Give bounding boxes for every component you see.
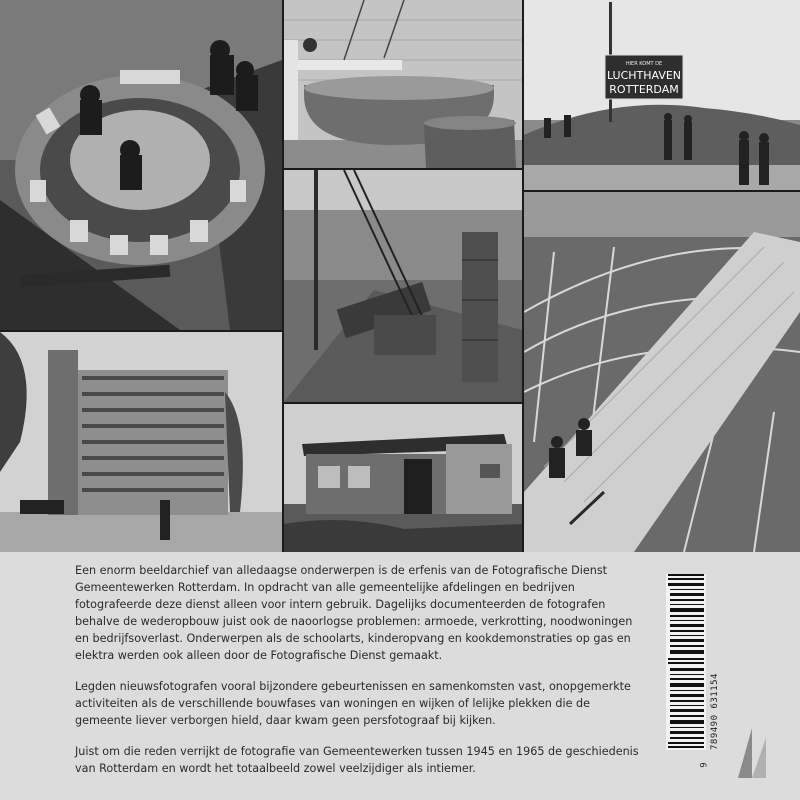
photo-bathhouse	[284, 0, 522, 168]
photo-makeshift-house	[284, 404, 522, 552]
barcode-lead-digit: 9	[699, 762, 710, 768]
back-cover-text	[75, 562, 645, 791]
photo-airport-sign	[524, 0, 800, 190]
paragraph-2: Legden nieuwsfotografen vooral bijzondere gebeurtenissen en samenkomsten vast, onopgemerkte activiteiten als de verschillende bouwfases van woningen en wijken of lelijke plekken die de gemeente liever verborgen hield, daar kwam geen persfotograaf bij kijken.	[75, 680, 631, 727]
paragraph-3: Juist om die reden verrijkt de fotografie van Gemeentewerken tussen 1945 en 1965 de geschiedenis van Rotterdam en wordt het totaalbeeld zowel veelzijdiger als intiemer.	[75, 745, 639, 775]
photo-workers-formwork	[0, 0, 282, 330]
sign-line1: HIER KOMT DE	[625, 61, 663, 67]
barcode-digits: 789490 631154	[710, 673, 720, 750]
sign-line2: LUCHTHAVEN	[606, 69, 682, 82]
isbn-barcode	[666, 574, 722, 774]
photo-dome-construction	[524, 192, 800, 552]
barcode-bars	[666, 574, 706, 750]
photo-apartment-block	[0, 332, 282, 552]
sign-line3: ROTTERDAM	[609, 83, 679, 96]
publisher-logo-icon	[738, 728, 766, 778]
paragraph-1: Een enorm beeldarchief van alledaagse onderwerpen is de erfenis van de Fotografische Dienst Gemeentewerken Rotterdam. In opdracht van alle gemeentelijke afdelingen en bedrijven fotografeerde deze dienst alleen voor intern gebruik. Dagelijks documenteerden de fotografen behalve de wederopbouw juist ook de naoorlogse problemen: armoede, verkrotting, noodwoningen en bedrijfsoverlast. Onderwerpen als de schoolarts, kinderopvang en kookdemonstraties op gas en elektra werden ook alleen door de Fotografische Dienst gemaakt.	[75, 564, 633, 662]
photo-crane-tram	[284, 170, 522, 402]
